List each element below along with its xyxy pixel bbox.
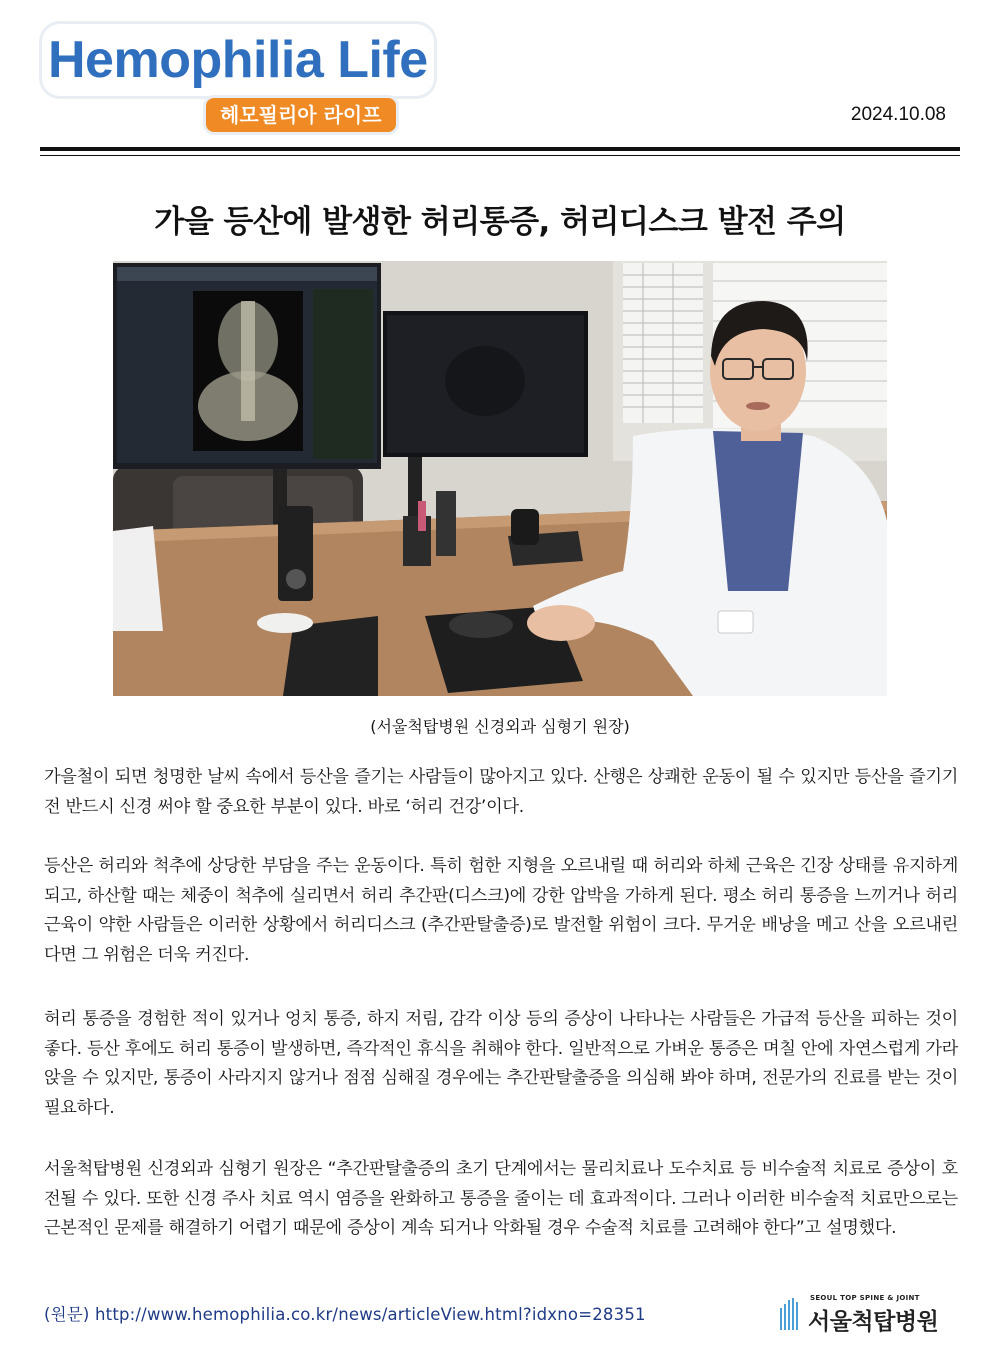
- logo-wordmark: [42, 24, 434, 96]
- header-divider-thick: [40, 147, 960, 151]
- doctor-office-photo: [113, 261, 887, 696]
- article-paragraph: 허리 통증을 경험한 적이 있거나 엉치 통증, 하지 저림, 감각 이상 등의 증상이 나타나는 사람들은 가급적 등산을 피하는 것이 좋다. 등산 후에도 허리 통증이 발생하면, 즉각적인 휴식을 취해야 한다. 일반적으로 가벼운 통증은 며칠 안에 자연스럽게 가라앉을 수 있지만, 통증이 사라지지 않거나 점점 심해질 경우에는 추간판탈출증을 의심해 봐야 하며, 전문가의 진료를 받는 것이 필요하다.: [44, 1009, 958, 1118]
- hospital-name-korean: 서울척탑병원: [808, 1309, 939, 1335]
- header-divider-thin: [40, 155, 960, 156]
- logo-korean-badge: 헤모필리아 라이프: [206, 98, 396, 132]
- hospital-name-english: SEOUL TOP SPINE & JOINT: [810, 1294, 920, 1302]
- photo-caption: (서울척탑병원 신경외과 심형기 원장): [370, 717, 630, 736]
- article-headline: 가을 등산에 발생한 허리통증, 허리디스크 발전 주의: [154, 204, 846, 240]
- source-link[interactable]: (원문) http://www.hemophilia.co.kr/news/articleView.html?idxno=28351: [44, 1305, 646, 1324]
- hemophilia-life-logo: [38, 24, 438, 136]
- hospital-logo: [780, 1294, 960, 1334]
- hospital-bars-icon: [780, 1298, 802, 1330]
- article-paragraph: 가을철이 되면 청명한 날씨 속에서 등산을 즐기는 사람들이 많아지고 있다. 산행은 상쾌한 운동이 될 수 있지만 등산을 즐기기 전 반드시 신경 써야 할 중요한 부분이 있다. 바로 ‘허리 건강’이다.: [44, 767, 958, 817]
- logo-word-life: Life: [337, 31, 428, 89]
- logo-word-hemophilia: Hemophilia: [48, 31, 324, 89]
- publish-date: 2024.10.08: [850, 104, 946, 125]
- article-paragraph: 서울척탑병원 신경외과 심형기 원장은 “추간판탈출증의 초기 단계에서는 물리치료나 도수치료 등 비수술적 치료로 증상이 호전될 수 있다. 또한 신경 주사 치료 역시 염증을 완화하고 통증을 줄이는 데 효과적이다. 그러나 이러한 비수술적 치료만으로는 근본적인 문제를 해결하기 어렵기 때문에 증상이 계속 되거나 악화될 경우 수술적 치료를 고려해야 한다”고 설명했다.: [44, 1159, 958, 1238]
- article-photo: [113, 261, 887, 696]
- article-paragraph: 등산은 허리와 척추에 상당한 부담을 주는 운동이다. 특히 험한 지형을 오르내릴 때 허리와 하체 근육은 긴장 상태를 유지하게 되고, 하산할 때는 체중이 척추에 실리면서 허리 추간판(디스크)에 강한 압박을 가하게 된다. 평소 허리 통증을 느끼거나 허리 근육이 약한 사람들은 이러한 상황에서 허리디스크 (추간판탈출증)로 발전할 위험이 크다. 무거운 배낭을 메고 산을 오르내린다면 그 위험은 더욱 커진다.: [44, 856, 958, 965]
